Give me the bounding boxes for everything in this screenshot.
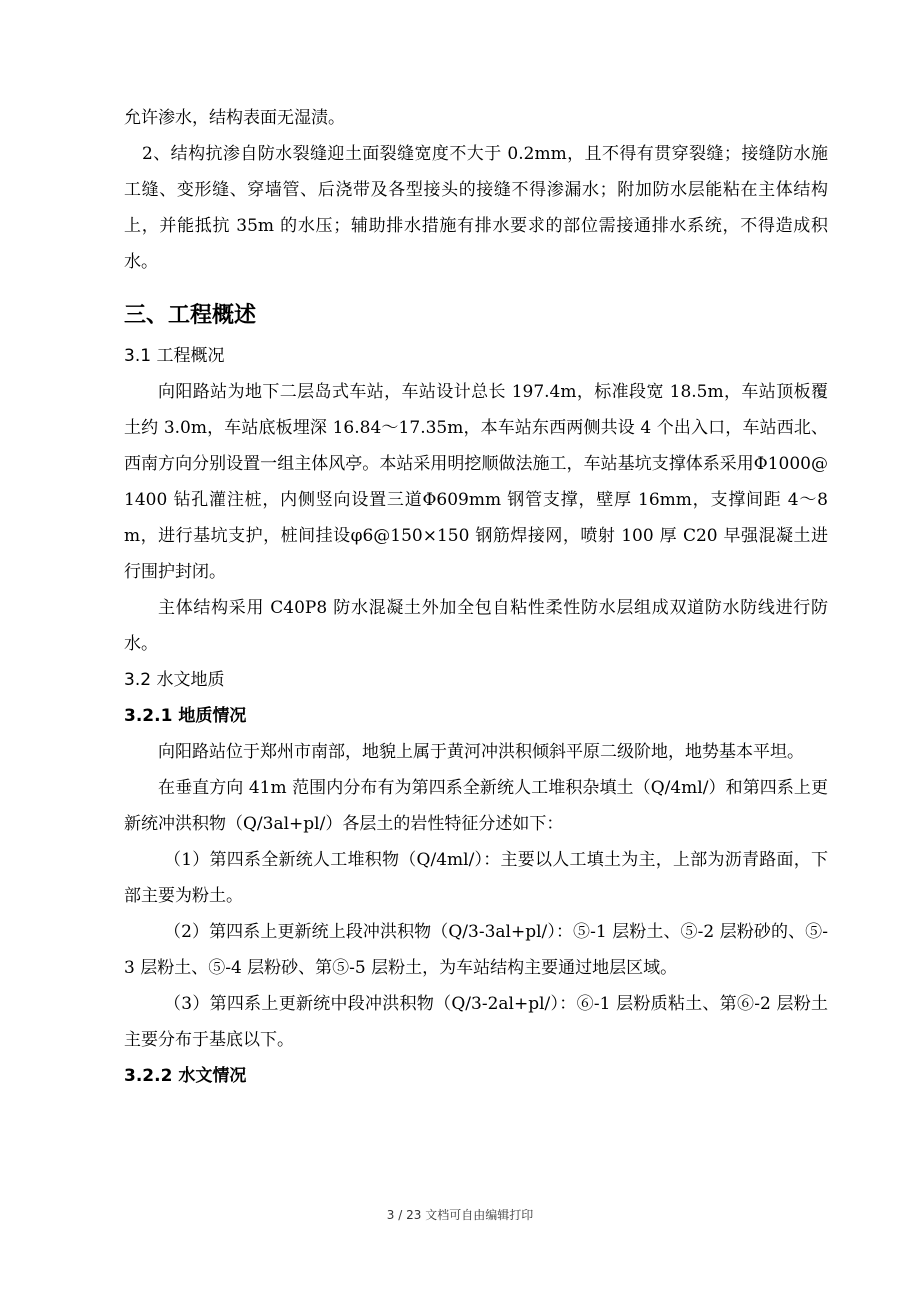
paragraph-strata-intro: 在垂直方向 41m 范围内分布有为第四系全新统人工堆积杂填土（Q/4ml/）和第四系上更新统冲洪积物（Q/3al+pl/）各层土的岩性特征分述如下： (124, 778, 828, 834)
paragraph-main-structure: 主体结构采用 C40P8 防水混凝土外加全包自粘性柔性防水层组成双道防水防线进行防水。 (124, 598, 828, 654)
paragraph-stratum-1: （1）第四系全新统人工堆积物（Q/4ml/）：主要以人工填土为主，上部为沥青路面，下部主要为粉土。 (124, 850, 828, 906)
subheading-project-overview: 3.1 工程概况 (124, 346, 225, 366)
subheading-hydrogeology: 3.2 水文地质 (124, 670, 225, 690)
paragraph-crack-width: 2、结构抗渗自防水裂缝迎土面裂缝宽度不大于 0.2mm，且不得有贯穿裂缝；接缝防水施工缝、变形缝、穿墙管、后浇带及各型接头的接缝不得渗漏水；附加防水层能粘在主体结构上，并能抵抗 35m 的水压；辅助排水措施有排水要求的部位需接通排水系统，不得造成积水。 (124, 144, 828, 272)
paragraph-stratum-3: （3）第四系上更新统中段冲洪积物（Q/3-2al+pl/）：⑥-1 层粉质粘土、第⑥-2 层粉土主要分布于基底以下。 (124, 994, 828, 1050)
page-footer: 3 / 23 文档可自由编辑打印 (386, 1208, 534, 1222)
section-heading-overview: 三、工程概述 (124, 303, 257, 328)
paragraph-stratum-2: （2）第四系上更新统上段冲洪积物（Q/3-3al+pl/）：⑤-1 层粉土、⑤-2 层粉砂的、⑤-3 层粉土、⑤-4 层粉砂、第⑤-5 层粉土，为车站结构主要通过地层区域。 (124, 922, 828, 978)
paragraph-location: 向阳路站位于郑州市南部，地貌上属于黄河冲洪积倾斜平原二级阶地，地势基本平坦。 (158, 742, 804, 762)
paragraph-station-description: 向阳路站为地下二层岛式车站，车站设计总长 197.4m，标准段宽 18.5m，车站顶板覆土约 3.0m，车站底板埋深 16.84～17.35m，本车站东西两侧共设 4 个出入口，车站西北、西南方向分别设置一组主体风亭。本站采用明挖顺做法施工，车站基坑支撑体系采用Φ1000@1400 钻孔灌注桩，内侧竖向设置三道Φ609mm 钢管支撑，壁厚 16mm，支撑间距 4～8m，进行基坑支护，桩间挂设φ6@150×150 钢筋焊接网，喷射 100 厚 C20 早强混凝土进行围护封闭。 (124, 382, 828, 582)
page-content (124, 100, 828, 1094)
paragraph-seepage: 允许渗水，结构表面无湿渍。 (124, 108, 345, 128)
subheading-hydrology: 3.2.2 水文情况 (124, 1066, 247, 1086)
subheading-geology: 3.2.1 地质情况 (124, 706, 247, 726)
